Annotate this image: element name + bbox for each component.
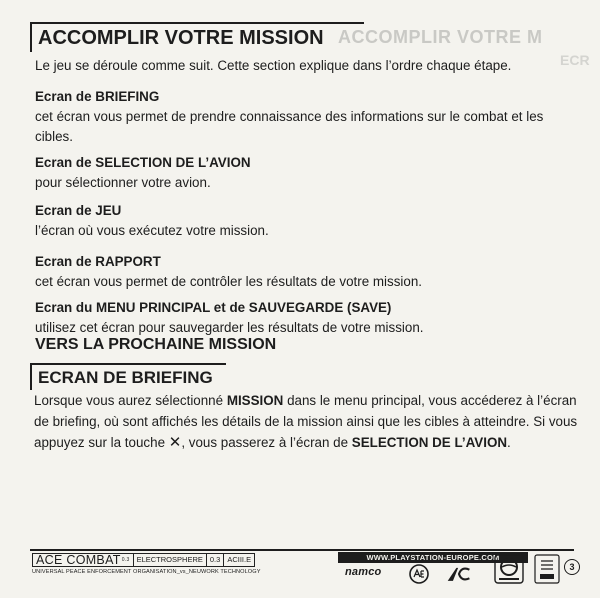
publisher-logo: namco: [345, 566, 382, 578]
next-mission-heading: VERS LA PROCHAINE MISSION: [35, 336, 277, 353]
logo-version: 0.3: [121, 556, 130, 563]
briefing-paragraph: [34, 391, 579, 454]
list-item-rapport: [35, 252, 580, 292]
intro-text: Le jeu se déroule comme suit. Cette section explique dans l’ordre chaque étape.: [35, 58, 512, 73]
item-body: cet écran vous permet de contrôler les résultats de votre mission.: [35, 274, 423, 289]
item-title: Ecran de JEU: [35, 203, 122, 218]
logo-main: [32, 553, 134, 567]
item-title: Ecran de RAPPORT: [35, 254, 161, 269]
bleed-through-title: ACCOMPLIR VOTRE M: [338, 27, 543, 47]
footer-divider: [30, 549, 574, 551]
logo-cell: 0.3: [207, 553, 224, 567]
bleed-through-subtitle: ECR: [560, 52, 590, 68]
pegi-icon: [532, 552, 562, 586]
logo-cell: ELECTROSPHERE: [134, 553, 207, 567]
para-text: .: [507, 435, 511, 450]
para-text: dans le menu principal, vous accéderez à l’écran de briefing, où sont affichés les détails de la mission ainsi que les cibles à atteindre. Si vous appuyez sur la touche: [34, 393, 578, 450]
logo-subtitle: UNIVERSAL PEACE ENFORCEMENT ORGANISATION_vs_NEUWORK TECHNOLOGY: [32, 569, 261, 575]
item-body: l’écran où vous exécutez votre mission.: [35, 223, 269, 238]
para-text: Lorsque vous aurez sélectionné: [34, 393, 227, 408]
item-title: Ecran de BRIEFING: [35, 89, 160, 104]
item-body: pour sélectionner votre avion.: [35, 175, 211, 190]
item-title: Ecran de SELECTION DE L’AVION: [35, 155, 251, 170]
list-item-selection: [35, 153, 580, 193]
item-body: cet écran vous permet de prendre connaissance des informations sur le combat et les cibles.: [35, 109, 544, 144]
para-bold-selection: SELECTION DE L’AVION: [351, 435, 508, 450]
age-rating-number: 3: [569, 562, 575, 572]
logo-cell: ACIII.E: [224, 553, 255, 567]
section-title-accomplir: ACCOMPLIR VOTRE MISSION: [30, 22, 346, 52]
item-body: utilisez cet écran pour sauvegarder les résultats de votre mission.: [35, 320, 424, 335]
ac-icon: [446, 563, 472, 585]
game-logo: [32, 553, 255, 567]
item-title: Ecran du MENU PRINCIPAL et de SAUVEGARDE (SAVE): [35, 300, 392, 315]
list-item-jeu: [35, 201, 580, 241]
para-text: , vous passerez à l’écran de: [181, 435, 352, 450]
playstation-icon: [492, 552, 526, 586]
age-rating-icon: [564, 559, 580, 575]
section-title-briefing: ECRAN DE BRIEFING: [30, 363, 208, 390]
website-url: WWW.PLAYSTATION-EUROPE.COM: [338, 552, 528, 563]
list-item-menu-principal: [35, 298, 580, 338]
list-item-briefing: [35, 87, 580, 147]
cross-button-symbol: ✕: [168, 433, 182, 451]
ea-icon: [406, 563, 432, 585]
logo-text: ACE COMBAT: [36, 552, 121, 567]
para-bold-mission: MISSION: [226, 393, 284, 408]
